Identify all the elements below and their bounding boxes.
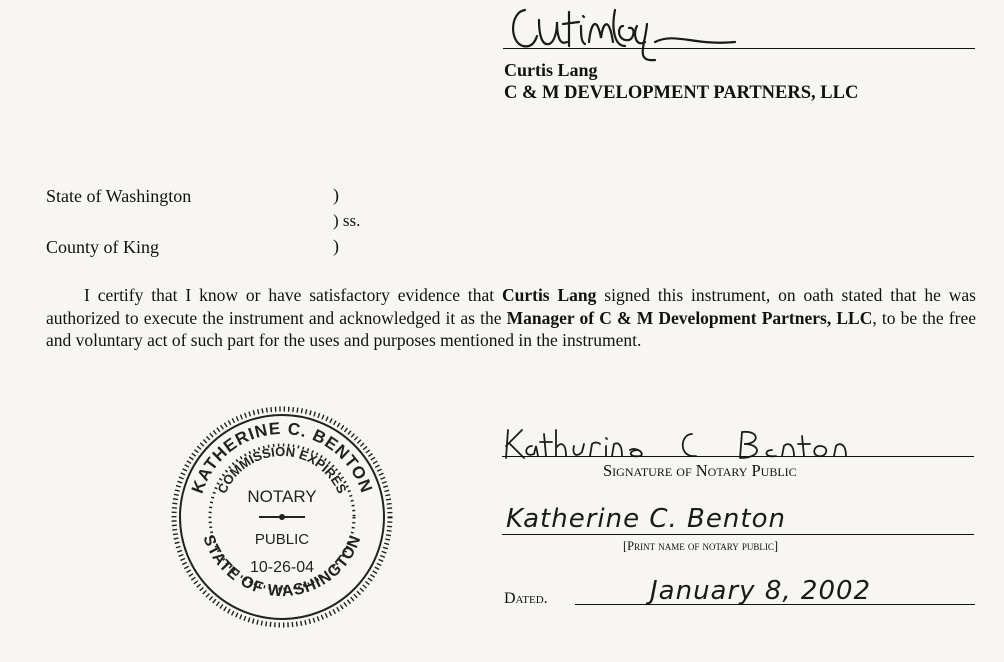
certificate-role: Manager of C & M Development Partners, LLC [506, 307, 873, 328]
certificate-text-2: signed this instrument, on oath stated that he was authorized to execute the instrument and acknowledged it as the [46, 285, 976, 328]
dated-value: January 8, 2002 [650, 576, 872, 606]
venue-state: State of Washington [46, 186, 192, 206]
notary-signature-line [502, 456, 974, 457]
certificate-text-3: , to be the free and voluntary act of such part for the uses and purposes mentioned in the instrument. [46, 307, 976, 351]
signer-signature-line [503, 48, 975, 49]
certificate-paragraph [46, 284, 976, 352]
seal-commission-expires: COMMISSION EXPIRES [214, 443, 350, 496]
venue-paren-bottom: ) [333, 236, 339, 256]
notary-print-name-line [502, 534, 974, 535]
seal-outer-name: KATHERINE C. BENTON [187, 418, 377, 496]
seal-public: PUBLIC [254, 531, 310, 548]
venue-county: County of King [46, 237, 160, 257]
venue-paren-top: ) [333, 185, 339, 205]
dated-line [575, 604, 975, 605]
seal-state: STATE OF WASHINGTON [199, 532, 365, 601]
signature-of-notary-label: Signature of Notary Public [603, 461, 797, 480]
seal-expiry-date: 10-26-04 [249, 559, 315, 576]
certificate-text-1: I certify that I know or have satisfactory evidence that [84, 285, 502, 305]
print-name-label: [Print name of notary public] [623, 539, 779, 553]
signer-company: C & M DEVELOPMENT PARTNERS, LLC [504, 83, 859, 103]
notary-seal [169, 404, 395, 630]
dated-label: Dated. [504, 590, 548, 607]
notary-printed-name: Katherine C. Benton [506, 504, 786, 534]
seal-notary: NOTARY [247, 487, 317, 506]
certificate-signer-name: Curtis Lang [501, 285, 597, 305]
curtis-lang-signature [505, 2, 745, 62]
venue-ss: ) ss. [333, 211, 361, 230]
signer-name: Curtis Lang [504, 60, 598, 80]
